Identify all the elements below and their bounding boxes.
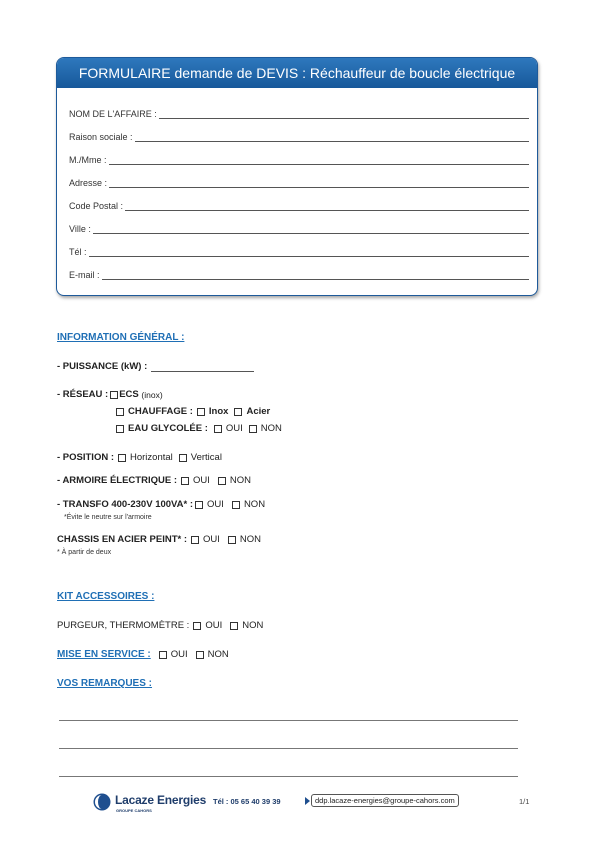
adresse-input-line[interactable]: [109, 178, 529, 188]
transfo-oui-checkbox[interactable]: [195, 501, 203, 509]
inox-checkbox[interactable]: [197, 408, 205, 416]
nom-input-line[interactable]: [109, 155, 530, 165]
remarques-heading: VOS REMARQUES :: [57, 678, 153, 689]
chassis-row: CHASSIS EN ACIER PEINT* : OUI NON: [57, 534, 262, 545]
mise-en-service-heading: MISE EN SERVICE :: [57, 649, 151, 660]
eau-glycolee-checkbox[interactable]: [116, 425, 124, 433]
purgeur-row: PURGEUR, THERMOMÈTRE : OUI NON: [57, 620, 264, 631]
email-input-line[interactable]: [102, 270, 529, 280]
puissance-input-line[interactable]: [151, 361, 254, 372]
remarques-line[interactable]: [59, 748, 518, 749]
affaire-input-line[interactable]: [159, 109, 529, 119]
acier-checkbox[interactable]: [234, 408, 242, 416]
armoire-row: - ARMOIRE ÉLECTRIQUE : OUI NON: [57, 475, 251, 486]
adresse-field[interactable]: Adresse :: [69, 172, 529, 188]
affaire-field[interactable]: NOM DE L'AFFAIRE :: [69, 103, 529, 119]
chassis-non-checkbox[interactable]: [228, 536, 236, 544]
ville-field[interactable]: Ville :: [69, 218, 529, 234]
remarques-line[interactable]: [59, 776, 518, 777]
code-postal-input-line[interactable]: [125, 201, 529, 211]
vertical-checkbox[interactable]: [179, 454, 187, 462]
kit-accessoires-heading: KIT ACCESSOIRES :: [57, 591, 155, 602]
purgeur-oui-checkbox[interactable]: [193, 622, 201, 630]
code-postal-field[interactable]: Code Postal :: [69, 195, 529, 211]
mise-oui-checkbox[interactable]: [159, 651, 167, 659]
tel-field[interactable]: Tél :: [69, 241, 529, 257]
raison-sociale-field[interactable]: Raison sociale :: [69, 126, 529, 142]
ville-input-line[interactable]: [93, 224, 529, 234]
info-general-heading: INFORMATION GÉNÉRAL :: [57, 332, 185, 343]
eau-glycolee-row: EAU GLYCOLÉE : OUI NON: [112, 423, 282, 434]
transfo-note: *Évite le neutre sur l'armoire: [64, 514, 152, 521]
reseau-ecs-row: - RÉSEAU : ECS (inox): [57, 389, 163, 400]
transfo-row: - TRANSFO 400-230V 100VA* : OUI NON: [57, 499, 266, 510]
arrow-right-icon: [305, 797, 310, 805]
form-title: FORMULAIRE demande de DEVIS : Réchauffeur de boucle électrique: [57, 58, 537, 88]
ecs-checkbox[interactable]: [110, 391, 118, 399]
armoire-non-checkbox[interactable]: [218, 477, 226, 485]
raison-sociale-input-line[interactable]: [135, 132, 529, 142]
armoire-oui-checkbox[interactable]: [181, 477, 189, 485]
lacaze-logo-icon: [93, 793, 111, 811]
email-field[interactable]: E-mail :: [69, 264, 529, 280]
horizontal-checkbox[interactable]: [118, 454, 126, 462]
chassis-oui-checkbox[interactable]: [191, 536, 199, 544]
brand-subtitle: GROUPE CAHORS: [116, 808, 152, 813]
chauffage-row: CHAUFFAGE : Inox Acier: [112, 406, 270, 417]
footer-phone: Tél : 05 65 40 39 39: [213, 797, 281, 806]
mise-en-service-row: MISE EN SERVICE : OUI NON: [57, 649, 229, 660]
position-row: - POSITION : Horizontal Vertical: [57, 452, 222, 463]
puissance-row: - PUISSANCE (kW) :: [57, 361, 254, 372]
purgeur-non-checkbox[interactable]: [230, 622, 238, 630]
brand-name: Lacaze Energies: [115, 793, 207, 807]
footer-email[interactable]: ddp.lacaze-energies@groupe-cahors.com: [311, 794, 459, 807]
eau-glycolee-oui-checkbox[interactable]: [214, 425, 222, 433]
eau-glycolee-non-checkbox[interactable]: [249, 425, 257, 433]
transfo-non-checkbox[interactable]: [232, 501, 240, 509]
nom-field[interactable]: M./Mme :: [69, 149, 529, 165]
client-info-card: [56, 57, 538, 296]
chauffage-checkbox[interactable]: [116, 408, 124, 416]
remarques-line[interactable]: [59, 720, 518, 721]
mise-non-checkbox[interactable]: [196, 651, 204, 659]
page-number: 1/1: [519, 797, 530, 806]
chassis-note: * À partir de deux: [57, 549, 112, 556]
tel-input-line[interactable]: [89, 247, 529, 257]
